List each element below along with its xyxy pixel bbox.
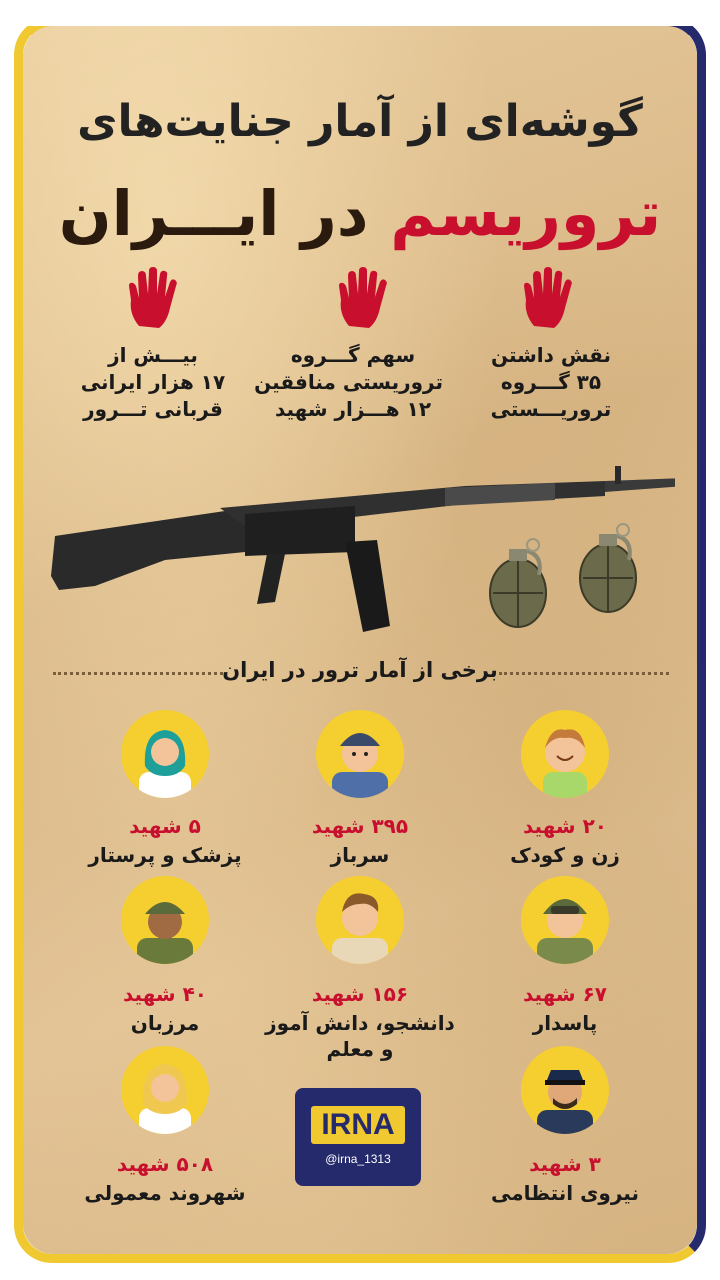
victim-label: دانشجو، دانش آموز و معلم bbox=[265, 1011, 455, 1061]
victim-label: سرباز bbox=[330, 843, 390, 867]
victim-count: ۳۹۵ شهید bbox=[311, 814, 409, 838]
victim-label: شهروند معمولی bbox=[84, 1181, 246, 1205]
stat-monafeghin: سهم گـــروه تروریستی منافقین ۱۲ هـــزار شهید bbox=[254, 343, 443, 421]
victim-label: زن و کودک bbox=[510, 843, 620, 867]
infographic-panel bbox=[23, 26, 697, 1254]
section-title: برخی از آمار ترور در ایران bbox=[222, 658, 498, 682]
victim-count: ۲۰ شهید bbox=[523, 814, 607, 838]
grenade-icon bbox=[573, 516, 643, 616]
soldier-avatar-icon bbox=[316, 710, 404, 798]
border-guard-avatar-icon bbox=[121, 876, 209, 964]
victim-label: مرزبان bbox=[130, 1011, 200, 1035]
title-line1: گوشه‌ای از آمار جنایت‌های bbox=[77, 96, 643, 147]
police-avatar-icon bbox=[521, 1046, 609, 1134]
victim-count: ۴۰ شهید bbox=[123, 982, 207, 1006]
doctor-avatar-icon bbox=[121, 710, 209, 798]
red-hand-icon bbox=[125, 266, 179, 330]
guard-avatar-icon bbox=[521, 876, 609, 964]
red-hand-icon bbox=[335, 266, 389, 330]
irna-logo: IRNA @irna_1313 bbox=[295, 1088, 421, 1186]
title-rest: در ایـــران bbox=[58, 177, 369, 250]
victim-count: ۱۵۶ شهید bbox=[311, 982, 409, 1006]
victim-label: پزشک و پرستار bbox=[88, 843, 242, 867]
child-avatar-icon bbox=[521, 710, 609, 798]
victim-count: ۵ شهید bbox=[129, 814, 201, 838]
victim-label: پاسدار bbox=[532, 1011, 598, 1035]
victim-label: نیروی انتظامی bbox=[491, 1181, 639, 1205]
red-hand-icon bbox=[520, 266, 574, 330]
victim-count: ۶۷ شهید bbox=[523, 982, 607, 1006]
citizen-avatar-icon bbox=[121, 1046, 209, 1134]
title-highlight: تروریسم bbox=[390, 177, 662, 250]
grenade-icon bbox=[483, 531, 553, 631]
victim-count: ۵۰۸ شهید bbox=[116, 1152, 214, 1176]
student-avatar-icon bbox=[316, 876, 404, 964]
stat-victims: بیـــش از ۱۷ هزار ایرانی قربانی تـــرور bbox=[80, 343, 226, 421]
victim-count: ۳ شهید bbox=[529, 1152, 601, 1176]
dotted-divider-right bbox=[499, 672, 669, 675]
title-line2 bbox=[23, 174, 697, 254]
stat-groups: نقش داشتن ۳۵ گـــروه تروریـــستی bbox=[490, 343, 612, 421]
